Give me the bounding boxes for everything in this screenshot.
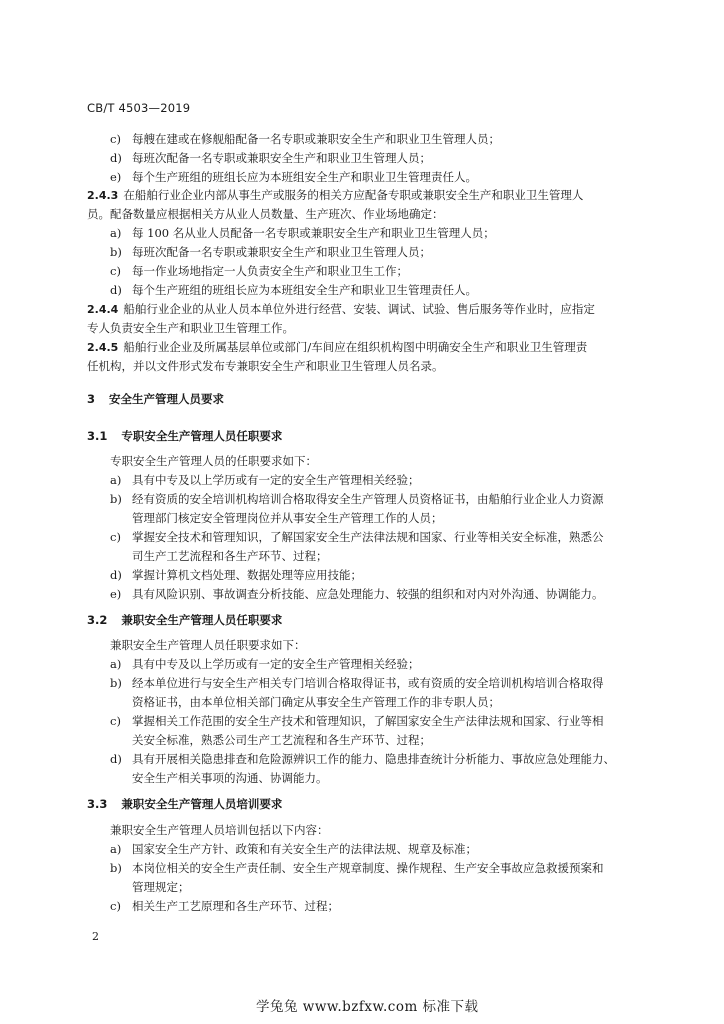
list-text-continued: 司生产工艺流程和各生产环节、过程； [132,549,328,563]
list-marker: a) [110,473,122,487]
section-heading [87,391,224,407]
subsection-number: 3.2 [87,613,108,627]
list-text: 具有风险识别、事故调查分析技能、应急处理能力、较强的组织和对内对外沟通、协调能力。 [132,587,604,601]
list-text: 每班次配备一名专职或兼职安全生产和职业卫生管理人员； [132,245,431,259]
list-marker: a) [110,226,122,240]
subsection-title: 专职安全生产管理人员任职要求 [121,429,283,443]
list-text: 每艘在建或在修舰船配备一名专职或兼职安全生产和职业卫生管理人员； [132,132,500,146]
list-marker: e) [110,587,122,601]
list-text: 每班次配备一名专职或兼职安全生产和职业卫生管理人员； [132,151,431,165]
intro-text: 兼职安全生产管理人员培训包括以下内容： [110,823,329,837]
list-marker: c) [110,132,121,146]
clause-text: 在船舶行业企业内部从事生产或服务的相关方应配备专职或兼职安全生产和职业卫生管理人 [123,188,584,202]
list-text: 经本单位进行与安全生产相关专门培训合格取得证书，或有资质的安全培训机构培训合格取得 [132,676,604,690]
subsection-number: 3.1 [87,429,108,443]
clause-2-4-3 [87,187,583,204]
list-marker: e) [110,170,122,184]
subsection-title: 兼职安全生产管理人员培训要求 [121,797,283,811]
clause-2-4-4 [87,301,595,318]
clause-text-continued: 任机构，并以文件形式发布专兼职安全生产和职业卫生管理人员名录。 [87,359,444,373]
site-watermark-footer: 学兔兔 www.bzfxw.com 标准下载 [256,999,479,1015]
list-text: 掌握安全技术和管理知识，了解国家安全生产法律法规和国家、行业等相关安全标准，熟悉公 [132,530,604,544]
list-text: 具有开展相关隐患排查和危险源辨识工作的能力、隐患排查统计分析能力、事故应急处理能力、 [132,752,615,766]
list-text-continued: 管理部门核定安全管理岗位并从事安全生产管理工作的人员； [132,511,443,525]
list-marker: c) [110,264,121,278]
list-marker: d) [110,283,122,297]
intro-text: 兼职安全生产管理人员任职要求如下： [110,638,306,652]
clause-text: 船舶行业企业及所属基层单位或部门/车间应在组织机构图中明确安全生产和职业卫生管理责 [123,340,588,354]
standard-code: CB/T 4503—2019 [87,101,191,115]
list-text: 每个生产班组的班组长应为本班组安全生产和职业卫生管理责任人。 [132,283,477,297]
clause-2-4-5 [87,339,587,356]
clause-number: 2.4.5 [87,341,119,354]
clause-text-continued: 专人负责安全生产和职业卫生管理工作。 [87,321,294,335]
list-marker: d) [110,568,122,582]
clause-text: 船舶行业企业的从业人员本单位外进行经营、安装、调试、试验、售后服务等作业时，应指定 [123,302,595,316]
list-marker: b) [110,245,122,259]
list-text: 国家安全生产方针、政策和有关安全生产的法律法规、规章及标准； [132,842,477,856]
list-marker: c) [110,899,121,913]
page-number: 2 [92,930,99,943]
list-text: 每一作业场地指定一人负责安全生产和职业卫生工作； [132,264,408,278]
list-marker: a) [110,842,122,856]
list-marker: a) [110,657,122,671]
list-text: 相关生产工艺原理和各生产环节、过程； [132,899,339,913]
clause-number: 2.4.4 [87,303,119,316]
subsection-title: 兼职安全生产管理人员任职要求 [121,613,283,627]
list-marker: b) [110,676,122,690]
list-text: 具有中专及以上学历或有一定的安全生产管理相关经验； [132,657,420,671]
list-marker: b) [110,861,122,875]
list-marker: d) [110,752,122,766]
list-text: 掌握相关工作范围的安全生产技术和管理知识，了解国家安全生产法律法规和国家、行业等相 [132,714,604,728]
list-text: 每个生产班组的班组长应为本班组安全生产和职业卫生管理责任人。 [132,170,477,184]
list-marker: b) [110,492,122,506]
list-text: 具有中专及以上学历或有一定的安全生产管理相关经验； [132,473,420,487]
list-marker: c) [110,714,121,728]
list-text-continued: 安全生产相关事项的沟通、协调能力。 [132,771,328,785]
clause-text-continued: 员。配备数量应根据相关方从业人员数量、生产班次、作业场地确定： [87,207,444,221]
intro-text: 专职安全生产管理人员的任职要求如下： [110,454,317,468]
section-number: 3 [87,392,96,406]
section-title: 安全生产管理人员要求 [109,392,225,406]
list-marker: d) [110,151,122,165]
list-text: 掌握计算机文档处理、数据处理等应用技能； [132,568,362,582]
subsection-heading [87,428,282,444]
list-text: 本岗位相关的安全生产责任制、安全生产规章制度、操作规程、生产安全事故应急救援预案和 [132,861,604,875]
list-text-continued: 关安全标准，熟悉公司生产工艺流程和各生产环节、过程； [132,733,431,747]
list-marker: c) [110,530,121,544]
clause-number: 2.4.3 [87,189,119,202]
list-text-continued: 管理规定； [132,880,190,894]
list-text-continued: 资格证书，由本单位相关部门确定从事安全生产管理工作的非专职人员； [132,695,500,709]
subsection-number: 3.3 [87,797,108,811]
list-text: 每 100 名从业人员配备一名专职或兼职安全生产和职业卫生管理人员； [132,226,495,240]
list-text: 经有资质的安全培训机构培训合格取得安全生产管理人员资格证书，由船舶行业企业人力资源 [132,492,604,506]
subsection-heading [87,796,282,812]
subsection-heading [87,612,282,628]
